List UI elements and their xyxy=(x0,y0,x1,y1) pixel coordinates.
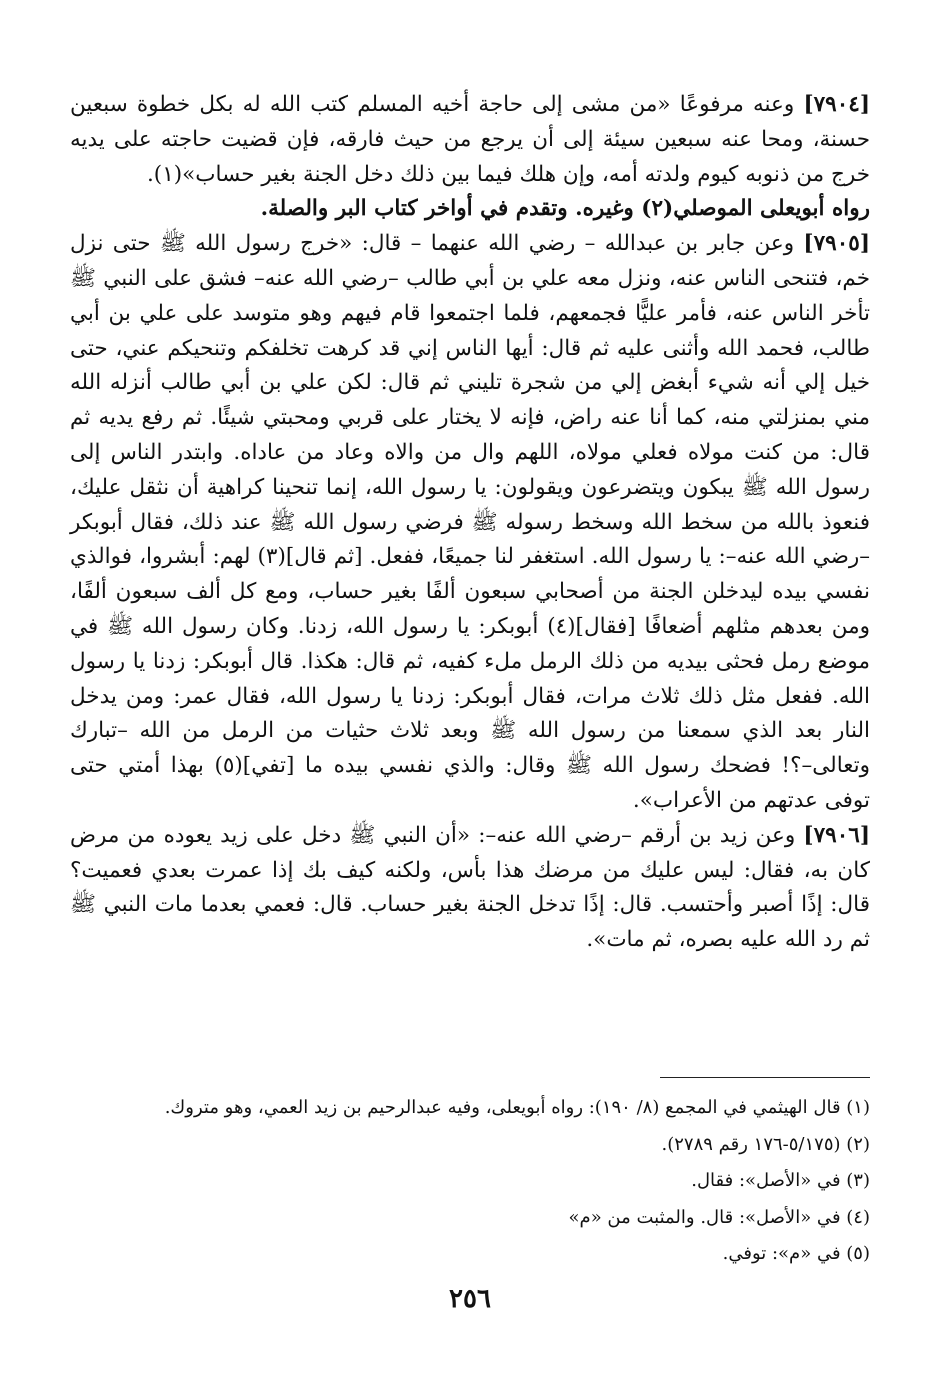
page-number: ٢٥٦ xyxy=(449,1284,491,1314)
hadith-number: [٧٩٠٦] xyxy=(803,822,870,848)
footnote-5: (٥) في «م»: توفي. xyxy=(722,1243,870,1264)
hadith-text: وعنه مرفوعًا «من مشى إلى حاجة أخيه المسلم كتب الله له بكل خطوة سبعين حسنة، ومحا عنه سبعين سيئة إلى أن يرجع من حيث فارقه، فإن قضيت حاجته على يديه خرج من ذنوبه كيوم ولدته أمه، وإن هلك فيما بين ذلك دخل الجنة بغير حساب»(١). xyxy=(70,92,870,187)
footnote-separator xyxy=(660,1077,870,1078)
hadith-number: [٧٩٠٥] xyxy=(803,231,870,257)
hadith-text: وعن جابر بن عبدالله – رضي الله عنهما – قال: «خرج رسول الله ﷺ حتى نزل خم، فتنحى الناس عنه، ونزل معه علي بن أبي طالب –رضي الله عنه– فشق على النبي ﷺ تأخر الناس عنه، فأمر عليًّا فجمعهم، فلما اجتمعوا قام فيهم وهو متوسد على علي بن أبي طالب، فحمد الله وأثنى عليه ثم قال: أيها الناس إني قد كرهت تخلفكم وتنحيكم عني، حتى خيل إلي أنه شيء أبغض إلي من شجرة تليني ثم قال: لكن علي بن أبي طالب أنزله الله مني بمنزلتي منه، كما أنا عنه راض، فإنه لا يختار على قربي ومحبتي شيئًا. ثم رفع يديه ثم قال: من كنت مولاه فعلي مولاه، اللهم وال من والاه وعاد من عاداه. وابتدر الناس إلى رسول الله ﷺ يبكون ويتضرعون ويقولون: يا رسول الله، إنما تنحينا كراهية أن نثقل عليك، فنعوذ بالله من سخط الله وسخط رسوله ﷺ فرضي رسول الله ﷺ عند ذلك، فقال أبوبكر –رضي الله عنه–: يا رسول الله. استغفر لنا جميعًا، ففعل. [ثم قال](٣) لهم: أبشروا، فوالذي نفسي بيده ليدخلن الجنة من أصحابي سبعون ألفًا بغير حساب، ومع كل ألف سبعون ألفًا، ومن بعدهم مثلهم أضعافًا [فقال](٤) أبوبكر: يا رسول الله، زدنا. وكان رسول الله ﷺ في موضع رمل فحثى بيديه من ذلك الرمل ملء كفيه، ثم قال: هكذا. قال أبوبكر: زدنا يا رسول الله. ففعل مثل ذلك ثلاث مرات، فقال أبوبكر: زدنا يا رسول الله، فقال عمر: ومن يدخل النار بعد الذي سمعنا من رسول الله ﷺ وبعد ثلاث حثيات من الرمل من الله –تبارك وتعالى–؟! فضحك رسول الله ﷺ وقال: والذي نفسي بيده ما [تفي](٥) بهذا أمتي حتى توفى عدتهم من الأعراب». xyxy=(70,231,871,813)
hadith-7906 xyxy=(70,819,870,958)
hadith-7904 xyxy=(70,88,870,192)
hadith-7905 xyxy=(70,227,870,819)
footnote-1: (١) قال الهيثمي في المجمع (٨/ ١٩٠): رواه أبويعلى، وفيه عبدالرحيم بن زيد العمي، وهو متروك. xyxy=(164,1097,870,1118)
narration-note: رواه أبويعلى الموصلي(٢) وغيره. وتقدم في أواخر كتاب البر والصلة. xyxy=(260,196,870,222)
footnotes xyxy=(70,1090,870,1273)
footnote-3: (٣) في «الأصل»: فقال. xyxy=(691,1170,870,1191)
hadith-text: وعن زيد بن أرقم –رضي الله عنه–: «أن النبي ﷺ دخل على زيد يعوده من مرض كان به، فقال: ليس عليك من مرضك هذا بأس، ولكنه كيف بك إذا عمرت بعدي فعميت؟ قال: إذًا أصبر وأحتسب. قال: إذًا تدخل الجنة بغير حساب. قال: فعمي بعدما مات النبي ﷺ ثم رد الله عليه بصره، ثم مات». xyxy=(70,822,870,953)
footnote-4: (٤) في «الأصل»: قال. والمثبت من «م» xyxy=(568,1206,870,1228)
main-text xyxy=(70,88,870,958)
footnote-2: (٢) (٥/١٧٥-١٧٦ رقم ٢٧٨٩). xyxy=(661,1133,870,1155)
hadith-number: [٧٩٠٤] xyxy=(803,92,871,117)
